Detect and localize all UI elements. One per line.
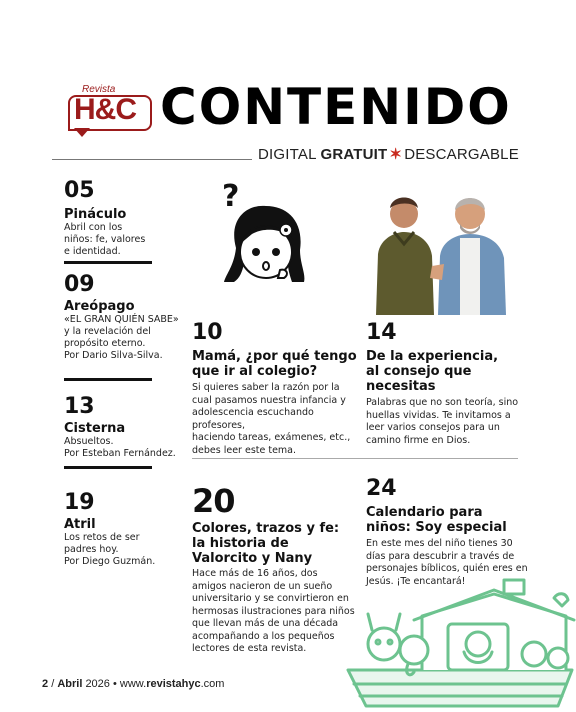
- title-line: niños: Soy especial: [366, 520, 507, 535]
- article-desc: [192, 382, 362, 457]
- site-pre: www.: [119, 678, 147, 690]
- desc-line: Por Dario Silva-Silva.: [64, 350, 163, 361]
- desc-line: propósito eterno.: [64, 338, 146, 349]
- spark-icon: ✶: [389, 146, 403, 163]
- section-number: 09: [64, 272, 95, 297]
- page-footer: [42, 678, 224, 690]
- desc-line: leer varios consejos para un: [366, 422, 500, 433]
- desc-line: Los retos de ser: [64, 532, 140, 543]
- section-title: Areópago: [64, 299, 135, 314]
- desc-line: amigos nacieron de un sueño: [192, 580, 333, 592]
- section-title: Pináculo: [64, 207, 127, 222]
- title-line: Mamá, ¿por qué tengo: [192, 349, 357, 364]
- desc-line: Absueltos.: [64, 436, 114, 447]
- article-number: 20: [192, 482, 235, 520]
- footer-page: 2: [42, 678, 49, 690]
- desc-line: camino firme en Dios.: [366, 434, 471, 446]
- content-divider: [192, 458, 518, 459]
- article-desc: [366, 397, 526, 447]
- section-number: 05: [64, 178, 95, 203]
- logo-main-text: H&C: [74, 93, 136, 126]
- subtitle-pre: DIGITAL: [258, 146, 317, 163]
- desc-line: Palabras que no son teoría, sino: [366, 397, 519, 408]
- section-desc: [64, 436, 184, 460]
- article-number: 24: [366, 476, 397, 501]
- desc-line: universitario y se convirtieron en: [192, 593, 349, 604]
- desc-line: «EL GRAN QUIÉN SABE»: [64, 314, 179, 325]
- article-number: 10: [192, 320, 223, 345]
- desc-line: padres hoy.: [64, 544, 119, 555]
- title-line: Colores, trazos y fe:: [192, 521, 340, 536]
- footer-site[interactable]: [120, 678, 225, 690]
- site-post: .com: [200, 678, 225, 690]
- section-number: 19: [64, 490, 95, 515]
- section-divider: [64, 466, 152, 469]
- footer-year: 2026: [85, 678, 110, 690]
- desc-line: hermosas ilustraciones para niños: [192, 605, 355, 617]
- article-title: [366, 505, 536, 535]
- desc-line: haciendo tareas, exámenes, etc.,: [192, 432, 351, 443]
- desc-line: niños: fe, valores: [64, 234, 146, 245]
- title-line: que ir al colegio?: [192, 364, 318, 379]
- section-title: Cisterna: [64, 421, 126, 436]
- desc-line: Abril con los: [64, 222, 123, 233]
- article-24[interactable]: [366, 476, 536, 588]
- girl-thinking-illustration-icon: [208, 178, 316, 290]
- desc-line: Por Diego Guzmán.: [64, 556, 156, 567]
- article-20[interactable]: [192, 482, 362, 656]
- desc-line: y la revelación del: [64, 326, 151, 337]
- section-title: Atril: [64, 517, 96, 532]
- magazine-logo: [68, 84, 152, 140]
- desc-line: Si quieres saber la razón por la: [192, 382, 340, 393]
- section-desc: [64, 532, 174, 568]
- subtitle-bold: GRATUIT: [320, 146, 388, 163]
- desc-line: cual pasamos nuestra infancia y: [192, 394, 346, 406]
- desc-line: acompañando a los pequeños: [192, 630, 335, 642]
- section-19[interactable]: [64, 490, 174, 568]
- desc-line: huellas vividas. Te invitamos a: [366, 409, 511, 421]
- article-10[interactable]: [192, 320, 362, 457]
- page-subtitle: [258, 145, 519, 163]
- desc-line: personajes bíblicos, quién eres en: [366, 563, 528, 574]
- father-son-photo: [372, 180, 512, 315]
- title-line: la historia de: [192, 536, 289, 551]
- section-05[interactable]: [64, 178, 174, 258]
- footer-month: Abril: [57, 678, 83, 690]
- desc-line: lectores de esta revista.: [192, 643, 307, 654]
- site-bold: revistahyc: [146, 678, 201, 690]
- desc-line: Hace más de 16 años, dos: [192, 568, 318, 579]
- article-title: [366, 349, 526, 394]
- desc-line: que llevan más de una década: [192, 618, 339, 629]
- section-desc: [64, 222, 174, 258]
- section-09[interactable]: [64, 272, 184, 362]
- section-divider: [64, 378, 152, 381]
- header-rule: [52, 159, 252, 160]
- noah-ark-illustration-icon: [344, 574, 576, 712]
- footer-sep: /: [51, 678, 55, 690]
- logo-small-text: Revista: [82, 84, 116, 95]
- article-title: [192, 349, 362, 379]
- title-line: necesitas: [366, 379, 436, 394]
- title-line: Valorcito y Nany: [192, 551, 313, 566]
- article-14[interactable]: [366, 320, 526, 447]
- desc-line: debes leer este tema.: [192, 444, 297, 456]
- article-desc: [192, 568, 362, 656]
- desc-line: Por Esteban Fernández.: [64, 448, 176, 459]
- section-desc: [64, 314, 184, 362]
- article-title: [192, 521, 362, 566]
- title-line: De la experiencia,: [366, 349, 499, 364]
- logo-tail: [74, 128, 90, 137]
- desc-line: adolescencia escuchando profesores,: [192, 407, 314, 431]
- title-line: al consejo que: [366, 364, 472, 379]
- desc-line: e identidad.: [64, 246, 121, 257]
- svg-text:?: ?: [222, 179, 240, 214]
- desc-line: días para descubrir a través de: [366, 550, 515, 562]
- subtitle-post: DESCARGABLE: [404, 146, 519, 163]
- desc-line: En este mes del niño tienes 30: [366, 538, 513, 549]
- section-number: 13: [64, 394, 95, 419]
- title-line: Calendario para: [366, 505, 483, 520]
- page-title: CONTENIDO: [160, 78, 512, 136]
- section-divider: [64, 261, 152, 264]
- footer-dot: •: [112, 678, 117, 690]
- section-13[interactable]: [64, 394, 184, 460]
- article-number: 14: [366, 320, 397, 345]
- desc-line: Jesús. ¡Te encantará!: [366, 575, 466, 587]
